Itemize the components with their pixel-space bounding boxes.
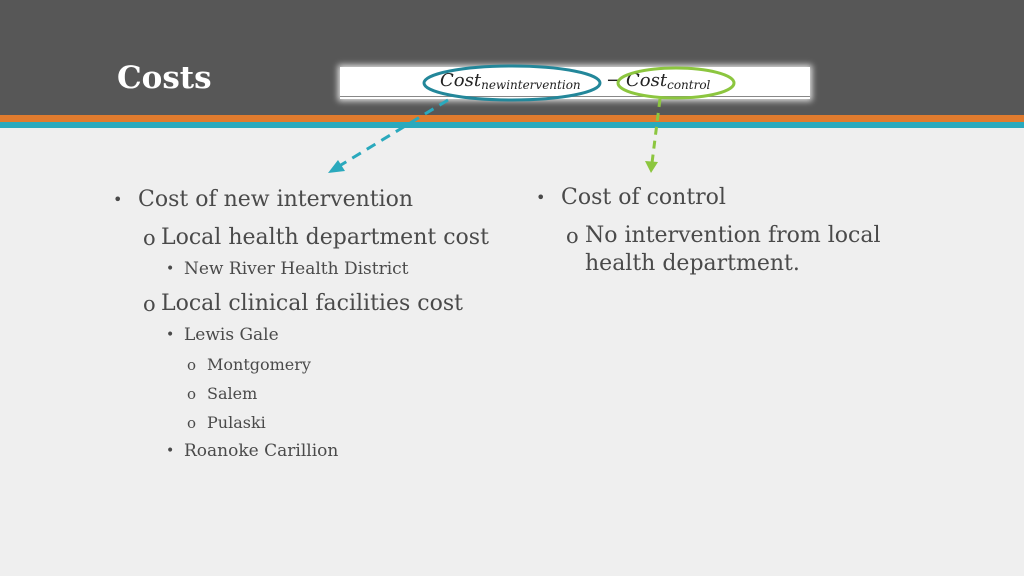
formula-operator: − — [606, 70, 622, 91]
left-column — [113, 185, 523, 463]
child-text: Salem — [207, 384, 258, 403]
bullet-cost-new-intervention — [113, 185, 523, 215]
bullet-marker: • — [166, 443, 175, 459]
oval-new-intervention — [424, 66, 600, 100]
formula-left-base: Cost — [440, 70, 482, 91]
child-montgomery — [113, 354, 523, 376]
sub-bullet-line-2: health department. — [585, 251, 800, 276]
slide-title: Costs — [117, 60, 212, 96]
sub-bullet-text: Local clinical facilities cost — [161, 291, 463, 316]
sub-marker: o — [187, 414, 197, 432]
formula-right-base: Cost — [626, 70, 668, 91]
child-text: Montgomery — [207, 355, 311, 374]
sub-bullet-no-intervention — [536, 222, 916, 278]
arrow-head-left — [328, 160, 345, 173]
arrow-head-right — [645, 161, 658, 173]
sub-bullet-clinical-cost — [113, 290, 523, 318]
bullet-marker: • — [113, 190, 123, 209]
arrow-line-right — [652, 99, 660, 163]
bullet-marker: • — [166, 261, 175, 277]
arrow-line-left — [336, 100, 448, 168]
bullet-cost-control — [536, 183, 916, 213]
item-text: New River Health District — [184, 259, 409, 279]
child-salem — [113, 383, 523, 405]
sub-marker: o — [187, 385, 197, 403]
right-column — [536, 183, 916, 278]
sub-bullet-text: Local health department cost — [161, 225, 489, 250]
sub-marker: o — [143, 292, 156, 316]
sub-marker: o — [143, 226, 156, 250]
child-pulaski — [113, 412, 523, 434]
bullet-marker: • — [166, 327, 175, 343]
oval-control — [618, 68, 734, 98]
item-lewis-gale — [113, 323, 523, 347]
sub-marker: o — [187, 356, 197, 374]
formula-right-sub: control — [667, 78, 711, 92]
bullet-text: Cost of control — [561, 185, 726, 210]
child-text: Pulaski — [207, 413, 266, 432]
bullet-marker: • — [536, 188, 546, 207]
item-text: Lewis Gale — [184, 325, 279, 345]
item-text: Roanoke Carillion — [184, 441, 339, 461]
bullet-text: Cost of new intervention — [138, 187, 414, 212]
item-new-river — [113, 257, 523, 281]
item-roanoke-carillion — [113, 439, 523, 463]
sub-marker: o — [566, 224, 579, 248]
sub-bullet-health-dept-cost — [113, 224, 523, 252]
sub-bullet-line-1: No intervention from local — [585, 223, 881, 248]
formula-left-sub: newintervention — [481, 78, 581, 92]
